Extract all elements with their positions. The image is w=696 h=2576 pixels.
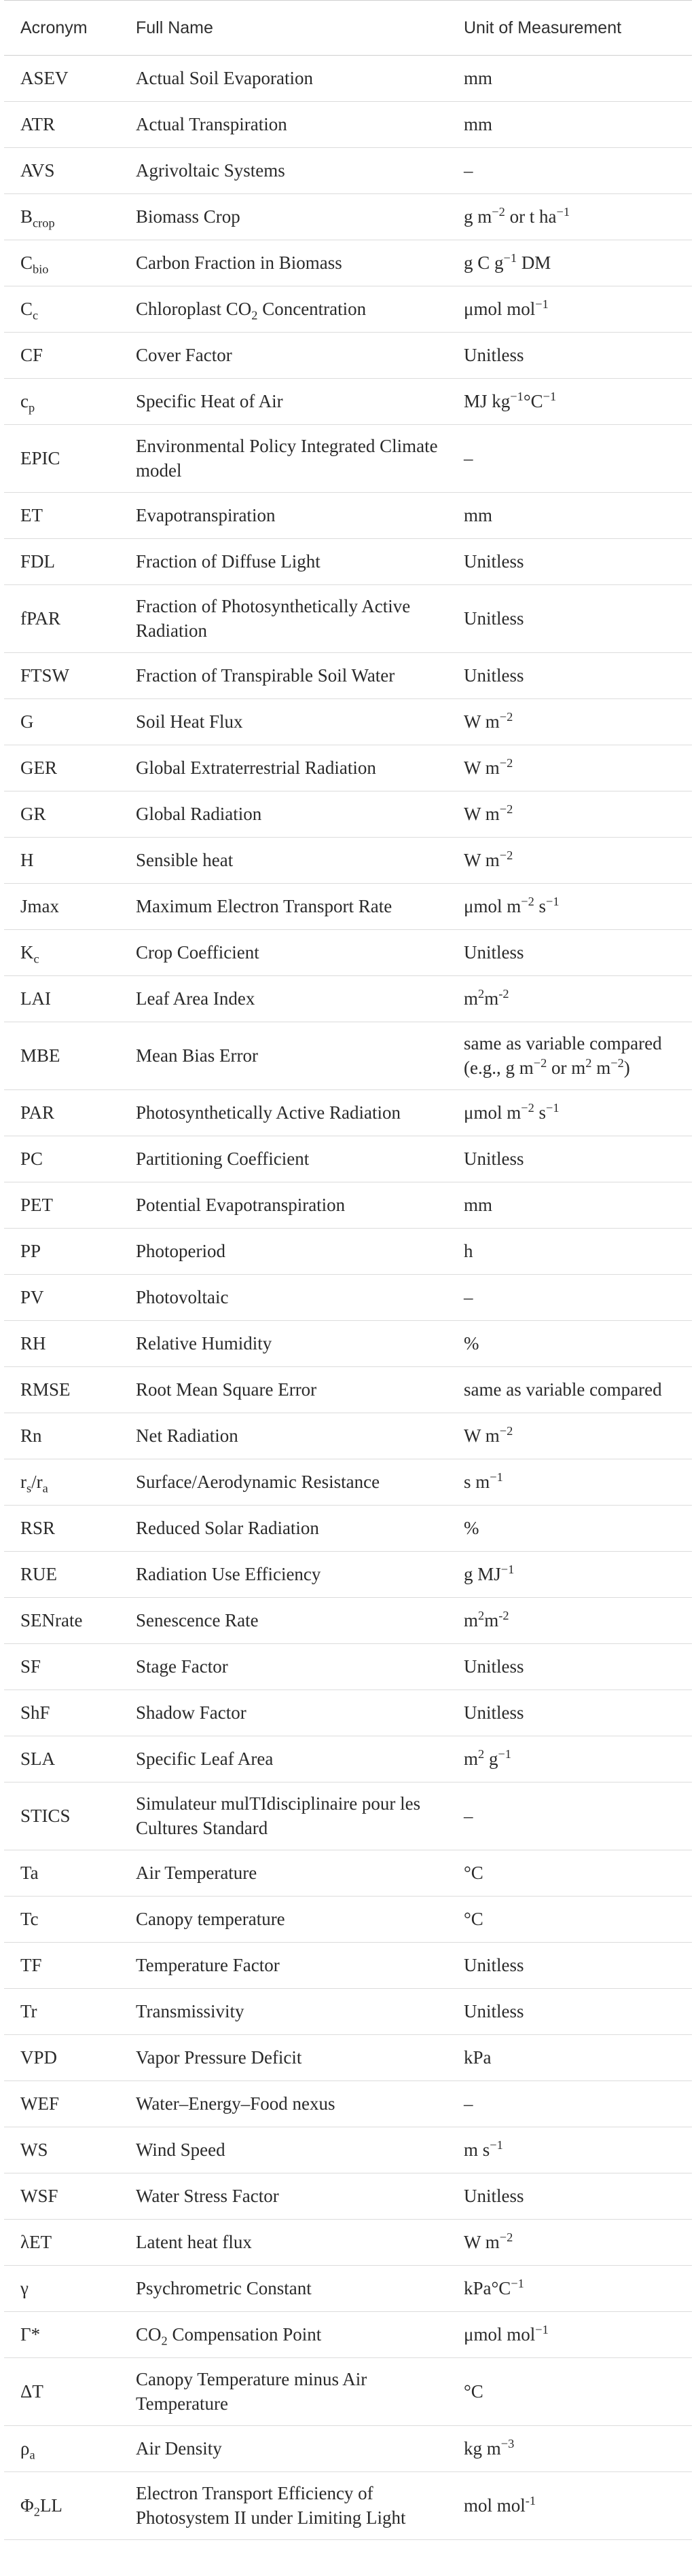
- cell-full-name: Transmissivity: [120, 1989, 447, 2035]
- acronym-table: [4, 0, 692, 2540]
- cell-acronym: WS: [4, 2127, 120, 2173]
- cell-full-name: Shadow Factor: [120, 1690, 447, 1736]
- cell-full-name: Biomass Crop: [120, 194, 447, 240]
- cell-acronym: γ: [4, 2266, 120, 2312]
- cell-full-name: Maximum Electron Transport Rate: [120, 884, 447, 930]
- table-row: [4, 1943, 692, 1989]
- cell-acronym: $\rho_a$: [4, 2426, 120, 2472]
- cell-unit: same as variable compared (e.g., g $m^{-2}$ or $m^2$ $m^{-2}$): [447, 1022, 692, 1090]
- cell-unit: mm: [447, 1182, 692, 1229]
- cell-unit: mol mol$^{-1}$: [447, 2472, 692, 2540]
- table-row: [4, 930, 692, 976]
- table-row: [4, 699, 692, 745]
- cell-acronym: Γ*: [4, 2312, 120, 2358]
- table-row: [4, 379, 692, 425]
- cell-acronym: WEF: [4, 2081, 120, 2127]
- cell-unit: μmol mol$^{-1}$: [447, 2312, 692, 2358]
- cell-full-name: Surface/Aerodynamic Resistance: [120, 1459, 447, 1506]
- cell-full-name: Cover Factor: [120, 333, 447, 379]
- cell-unit: Unitless: [447, 1690, 692, 1736]
- table-row: [4, 1367, 692, 1413]
- cell-full-name: Fraction of Photosynthetically Active Radiation: [120, 585, 447, 653]
- table-row: [4, 1598, 692, 1644]
- cell-acronym: Jmax: [4, 884, 120, 930]
- table-row: [4, 2173, 692, 2220]
- header-acronym: Acronym: [4, 1, 120, 56]
- cell-full-name: Evapotranspiration: [120, 493, 447, 539]
- cell-full-name: Global Extraterrestrial Radiation: [120, 745, 447, 791]
- table-row: [4, 1552, 692, 1598]
- cell-full-name: Chloroplast $CO_2$ Concentration: [120, 286, 447, 333]
- cell-full-name: Actual Transpiration: [120, 102, 447, 148]
- cell-full-name: Net Radiation: [120, 1413, 447, 1459]
- cell-unit: m $s^{-1}$: [447, 2127, 692, 2173]
- cell-acronym: ASEV: [4, 56, 120, 102]
- cell-acronym: AVS: [4, 148, 120, 194]
- cell-full-name: Photovoltaic: [120, 1275, 447, 1321]
- cell-full-name: Senescence Rate: [120, 1598, 447, 1644]
- cell-unit: W $m^{-2}$: [447, 791, 692, 838]
- cell-acronym: $C_{bio}$: [4, 240, 120, 286]
- cell-unit: Unitless: [447, 1943, 692, 1989]
- cell-unit: mm: [447, 102, 692, 148]
- header-unit: Unit of Measurement: [447, 1, 692, 56]
- table-row: [4, 2081, 692, 2127]
- table-row: [4, 1644, 692, 1690]
- cell-acronym: FTSW: [4, 653, 120, 699]
- table-row: [4, 333, 692, 379]
- cell-unit: %: [447, 1506, 692, 1552]
- cell-unit: $kPa^\circ C^{-1}$: [447, 2266, 692, 2312]
- cell-unit: °C: [447, 2358, 692, 2426]
- cell-full-name: Canopy Temperature minus Air Temperature: [120, 2358, 447, 2426]
- cell-full-name: Photoperiod: [120, 1229, 447, 1275]
- cell-unit: s $m^{-1}$: [447, 1459, 692, 1506]
- cell-acronym: Rn: [4, 1413, 120, 1459]
- table-row: [4, 791, 692, 838]
- cell-acronym: SF: [4, 1644, 120, 1690]
- cell-full-name: Stage Factor: [120, 1644, 447, 1690]
- cell-acronym: $c_p$: [4, 379, 120, 425]
- cell-acronym: PET: [4, 1182, 120, 1229]
- cell-acronym: STICS: [4, 1782, 120, 1850]
- cell-unit: W $m^{-2}$: [447, 838, 692, 884]
- cell-unit: W $m^{-2}$: [447, 745, 692, 791]
- table-row: [4, 976, 692, 1022]
- cell-acronym: CF: [4, 333, 120, 379]
- cell-unit: MJ $kg^{-1}^\circ C^{-1}$: [447, 379, 692, 425]
- cell-full-name: Water–Energy–Food nexus: [120, 2081, 447, 2127]
- cell-full-name: Carbon Fraction in Biomass: [120, 240, 447, 286]
- cell-unit: Unitless: [447, 585, 692, 653]
- table-row: [4, 1989, 692, 2035]
- table-row: [4, 286, 692, 333]
- cell-full-name: Relative Humidity: [120, 1321, 447, 1367]
- cell-full-name: Simulateur mulTIdisciplinaire pour les Cultures Standard: [120, 1782, 447, 1850]
- table-body: [4, 56, 692, 2540]
- cell-acronym: RMSE: [4, 1367, 120, 1413]
- cell-full-name: Mean Bias Error: [120, 1022, 447, 1090]
- cell-acronym: RUE: [4, 1552, 120, 1598]
- cell-unit: %: [447, 1321, 692, 1367]
- cell-full-name: Reduced Solar Radiation: [120, 1506, 447, 1552]
- table-row: [4, 2312, 692, 2358]
- header-full-name: Full Name: [120, 1, 447, 56]
- table-row: [4, 745, 692, 791]
- table-row: [4, 1782, 692, 1850]
- cell-unit: Unitless: [447, 2173, 692, 2220]
- cell-unit: –: [447, 2081, 692, 2127]
- cell-acronym: SLA: [4, 1736, 120, 1782]
- table-row: [4, 1022, 692, 1090]
- cell-unit: g $MJ^{-1}$: [447, 1552, 692, 1598]
- cell-unit: Unitless: [447, 1989, 692, 2035]
- table-row: [4, 539, 692, 585]
- cell-unit: $m^2m^{-2}$: [447, 976, 692, 1022]
- cell-full-name: Psychrometric Constant: [120, 2266, 447, 2312]
- cell-acronym: Tr: [4, 1989, 120, 2035]
- cell-full-name: Crop Coefficient: [120, 930, 447, 976]
- table-row: [4, 2220, 692, 2266]
- cell-acronym: $K_c$: [4, 930, 120, 976]
- cell-acronym: PP: [4, 1229, 120, 1275]
- cell-acronym: FDL: [4, 539, 120, 585]
- table-row: [4, 2472, 692, 2540]
- cell-acronym: $C_c$: [4, 286, 120, 333]
- cell-unit: g C $g^{-1}$ DM: [447, 240, 692, 286]
- cell-acronym: LAI: [4, 976, 120, 1022]
- cell-acronym: GER: [4, 745, 120, 791]
- cell-unit: Unitless: [447, 1644, 692, 1690]
- cell-acronym: $r_s/r_a$: [4, 1459, 120, 1506]
- cell-unit: $m^2$ $g^{-1}$: [447, 1736, 692, 1782]
- cell-full-name: Vapor Pressure Deficit: [120, 2035, 447, 2081]
- table-header: [4, 1, 692, 56]
- table-row: [4, 148, 692, 194]
- cell-full-name: Radiation Use Efficiency: [120, 1552, 447, 1598]
- cell-full-name: Electron Transport Efficiency of Photosystem II under Limiting Light: [120, 2472, 447, 2540]
- cell-unit: mm: [447, 56, 692, 102]
- cell-full-name: Soil Heat Flux: [120, 699, 447, 745]
- cell-full-name: Air Density: [120, 2426, 447, 2472]
- table-row: [4, 2127, 692, 2173]
- cell-acronym: SENrate: [4, 1598, 120, 1644]
- cell-unit: μmol $m^{-2}$ $s^{-1}$: [447, 1090, 692, 1136]
- cell-acronym: ATR: [4, 102, 120, 148]
- table-row: [4, 2035, 692, 2081]
- table-row: [4, 493, 692, 539]
- cell-acronym: WSF: [4, 2173, 120, 2220]
- table-row: [4, 1459, 692, 1506]
- cell-acronym: ET: [4, 493, 120, 539]
- cell-acronym: TF: [4, 1943, 120, 1989]
- cell-acronym: RSR: [4, 1506, 120, 1552]
- table-row: [4, 1182, 692, 1229]
- cell-acronym: λET: [4, 2220, 120, 2266]
- cell-unit: g $m^{-2}$ or t $ha^{-1}$: [447, 194, 692, 240]
- cell-full-name: Water Stress Factor: [120, 2173, 447, 2220]
- table-row: [4, 102, 692, 148]
- table-row: [4, 194, 692, 240]
- cell-unit: mm: [447, 493, 692, 539]
- table-row: [4, 1850, 692, 1897]
- cell-unit: W $m^{-2}$: [447, 1413, 692, 1459]
- cell-full-name: Environmental Policy Integrated Climate model: [120, 425, 447, 493]
- cell-acronym: $B_{crop}$: [4, 194, 120, 240]
- cell-unit: W $m^{-2}$: [447, 2220, 692, 2266]
- table-row: [4, 2426, 692, 2472]
- cell-unit: same as variable compared: [447, 1367, 692, 1413]
- cell-full-name: Root Mean Square Error: [120, 1367, 447, 1413]
- table-row: [4, 240, 692, 286]
- cell-unit: °C: [447, 1850, 692, 1897]
- cell-unit: Unitless: [447, 539, 692, 585]
- table-row: [4, 425, 692, 493]
- cell-unit: –: [447, 1275, 692, 1321]
- cell-full-name: Photosynthetically Active Radiation: [120, 1090, 447, 1136]
- cell-full-name: $CO_2$ Compensation Point: [120, 2312, 447, 2358]
- cell-unit: °C: [447, 1897, 692, 1943]
- table-row: [4, 1321, 692, 1367]
- cell-acronym: $\Phi_2LL$: [4, 2472, 120, 2540]
- cell-unit: –: [447, 148, 692, 194]
- table-row: [4, 1736, 692, 1782]
- cell-full-name: Agrivoltaic Systems: [120, 148, 447, 194]
- cell-acronym: VPD: [4, 2035, 120, 2081]
- cell-acronym: H: [4, 838, 120, 884]
- table-row: [4, 838, 692, 884]
- cell-acronym: EPIC: [4, 425, 120, 493]
- cell-unit: Unitless: [447, 653, 692, 699]
- cell-acronym: G: [4, 699, 120, 745]
- cell-full-name: Global Radiation: [120, 791, 447, 838]
- cell-acronym: RH: [4, 1321, 120, 1367]
- cell-acronym: GR: [4, 791, 120, 838]
- table-row: [4, 1229, 692, 1275]
- cell-full-name: Specific Heat of Air: [120, 379, 447, 425]
- table-row: [4, 2358, 692, 2426]
- cell-unit: W $m^{-2}$: [447, 699, 692, 745]
- cell-unit: h: [447, 1229, 692, 1275]
- cell-full-name: Air Temperature: [120, 1850, 447, 1897]
- table-row: [4, 56, 692, 102]
- cell-unit: $m^2m^{-2}$: [447, 1598, 692, 1644]
- header-row: [4, 1, 692, 56]
- cell-full-name: Wind Speed: [120, 2127, 447, 2173]
- cell-unit: –: [447, 1782, 692, 1850]
- table-row: [4, 884, 692, 930]
- table-row: [4, 653, 692, 699]
- cell-unit: kPa: [447, 2035, 692, 2081]
- cell-full-name: Sensible heat: [120, 838, 447, 884]
- cell-unit: –: [447, 425, 692, 493]
- cell-acronym: ΔT: [4, 2358, 120, 2426]
- cell-full-name: Canopy temperature: [120, 1897, 447, 1943]
- cell-unit: Unitless: [447, 333, 692, 379]
- cell-full-name: Latent heat flux: [120, 2220, 447, 2266]
- cell-unit: Unitless: [447, 1136, 692, 1182]
- table-row: [4, 1897, 692, 1943]
- cell-acronym: ShF: [4, 1690, 120, 1736]
- cell-acronym: Tc: [4, 1897, 120, 1943]
- cell-full-name: Specific Leaf Area: [120, 1736, 447, 1782]
- cell-acronym: PAR: [4, 1090, 120, 1136]
- cell-full-name: Leaf Area Index: [120, 976, 447, 1022]
- table-row: [4, 2266, 692, 2312]
- cell-full-name: Temperature Factor: [120, 1943, 447, 1989]
- cell-acronym: fPAR: [4, 585, 120, 653]
- cell-acronym: MBE: [4, 1022, 120, 1090]
- cell-unit: μmol mol$^{-1}$: [447, 286, 692, 333]
- table-row: [4, 1690, 692, 1736]
- cell-full-name: Fraction of Diffuse Light: [120, 539, 447, 585]
- cell-unit: μmol $m^{-2}$ $s^{-1}$: [447, 884, 692, 930]
- table-row: [4, 1506, 692, 1552]
- table-row: [4, 1090, 692, 1136]
- cell-unit: kg $m^{-3}$: [447, 2426, 692, 2472]
- table-row: [4, 585, 692, 653]
- cell-full-name: Fraction of Transpirable Soil Water: [120, 653, 447, 699]
- cell-acronym: PC: [4, 1136, 120, 1182]
- cell-unit: Unitless: [447, 930, 692, 976]
- table-row: [4, 1136, 692, 1182]
- cell-acronym: PV: [4, 1275, 120, 1321]
- table-row: [4, 1275, 692, 1321]
- table-row: [4, 1413, 692, 1459]
- cell-full-name: Potential Evapotranspiration: [120, 1182, 447, 1229]
- cell-full-name: Partitioning Coefficient: [120, 1136, 447, 1182]
- cell-acronym: Ta: [4, 1850, 120, 1897]
- cell-full-name: Actual Soil Evaporation: [120, 56, 447, 102]
